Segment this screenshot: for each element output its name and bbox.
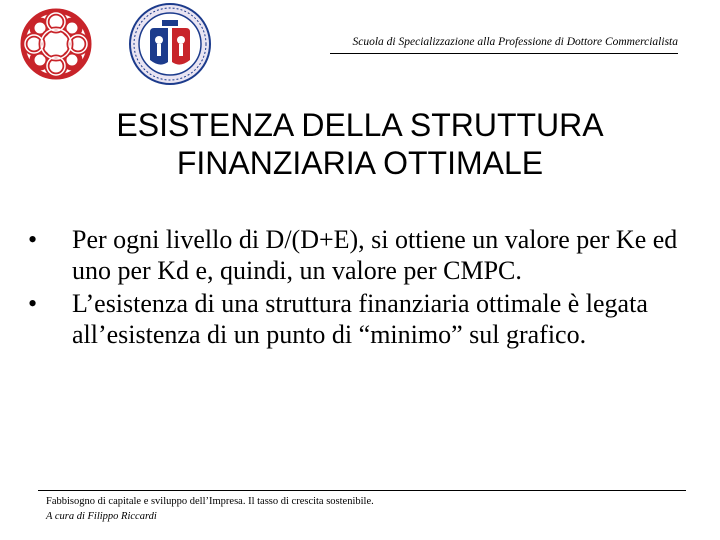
- slide-title-line2: FINANZIARIA OTTIMALE: [176, 145, 544, 181]
- bullet-text: L’esistenza di una struttura finanziaria ottimale è legata all’esistenza di un punto di “minimo” sul grafico.: [72, 289, 648, 349]
- footer-course: Fabbisogno di capitale e sviluppo dell’Impresa. Il tasso di crescita sostenibile.: [46, 496, 374, 507]
- bullet-item: [28, 288, 694, 350]
- header-institution: Scuola di Specializzazione alla Professione di Dottore Commercialista: [352, 36, 678, 48]
- knot-emblem-icon: [18, 6, 94, 82]
- bullet-item: [28, 224, 694, 286]
- footer-divider: [38, 490, 686, 491]
- bullet-marker: •: [28, 289, 38, 318]
- bullet-text: Per ogni livello di D/(D+E), si ottiene un valore per Ke ed uno per Kd e, quindi, un valore per CMPC.: [72, 225, 678, 285]
- footer-author: A cura di Filippo Riccardi: [46, 511, 157, 522]
- header-divider: [330, 53, 678, 54]
- university-seal-icon: [128, 2, 212, 86]
- bullet-marker: •: [28, 225, 38, 254]
- slide-title: [40, 106, 680, 182]
- bullet-list: [28, 224, 694, 352]
- slide-title-line1: ESISTENZA DELLA STRUTTURA: [116, 107, 604, 143]
